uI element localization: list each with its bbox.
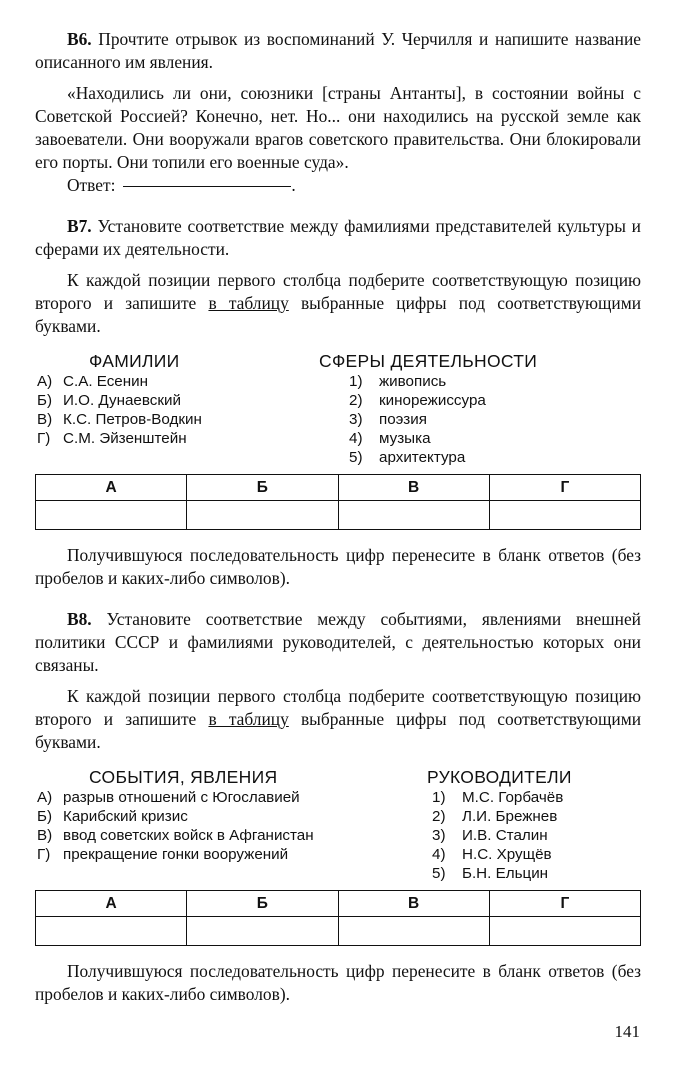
b8-answer-cell[interactable] [187,917,338,946]
b6-label: В6. [67,29,92,49]
b7-instr-after: выбранные цифры под соответствующими буквами. [35,293,642,336]
b8-outro: Получившуюся последовательность цифр перенесите в бланк ответов (без пробелов и каких-либо символов). [35,961,641,1004]
b8-table-header: А [36,891,187,917]
b6-answer: Ответ: . [67,175,296,195]
b7-right-item: поэзия [379,411,427,428]
b7-left-item: К.С. Петров-Водкин [63,411,202,428]
b8-table-header: Б [187,891,338,917]
b8-left-key: Г) [37,846,51,863]
b8-left-key: В) [37,827,53,844]
b7-answer-cell[interactable] [36,501,187,530]
b8-left-item: разрыв отношений с Югославией [63,789,300,806]
b7-right-key: 4) [349,430,363,447]
b7-instr-table-link: в таблицу [208,293,289,313]
b8-columns [35,768,641,882]
b8-answer-table [35,890,641,946]
b7-left-key: Г) [37,430,51,447]
b7-right-column [319,352,537,467]
b7-right-key: 1) [349,373,363,390]
page-number: 141 [614,1022,640,1041]
b8-right-key: 1) [432,789,446,806]
b8-left-item: ввод советских войск в Афганистан [63,827,314,844]
b7-label: В7. [67,216,92,236]
b8-right-key: 2) [432,808,446,825]
b8-right-item: Б.Н. Ельцин [462,865,549,882]
b7-answer-table [35,474,641,530]
b7-left-column [37,352,202,448]
b7-answer-cell[interactable] [489,501,640,530]
b7-right-item: архитектура [379,449,466,466]
b8-right-key: 5) [432,865,446,882]
b8-table-header: Г [489,891,640,917]
b8-right-item: М.С. Горбачёв [462,789,564,806]
b7-right-key: 2) [349,392,363,409]
b7-left-key: В) [37,411,53,428]
b8-intro-text: Установите соответствие между событиями, явлениями внешней политики СССР и фамилиями руководителей, с деятельностью которых они связаны. [35,609,641,675]
b8-instructions [35,685,641,754]
b8-left-item: Карибский кризис [63,808,188,825]
b8-right-item: И.В. Сталин [462,827,548,844]
b7-left-item: И.О. Дунаевский [63,392,181,409]
b6-intro [35,28,641,74]
b7-instructions [35,269,641,338]
b8-right-key: 3) [432,827,446,844]
b7-table-header: Б [187,475,338,501]
b7-answer-cell[interactable] [187,501,338,530]
b6-answer-label: Ответ: [67,175,116,195]
b8-right-item: Л.И. Брежнев [462,808,558,825]
b7-left-item: С.А. Есенин [63,373,149,390]
b7-intro-text: Установите соответствие между фамилиями представителей культуры и сферами их деятельности. [35,216,641,259]
b7-instr-before: К каждой позиции первого столбца подберите соответствующую позицию второго и запишите [35,270,641,313]
b7-table-header: А [36,475,187,501]
b7-right-key: 5) [349,449,363,466]
b8-label: В8. [67,609,92,629]
b7-left-key: А) [37,373,53,390]
b7-answer-cell[interactable] [338,501,489,530]
b7-right-item: живопись [379,373,447,390]
b6-quote: «Находились ли они, союзники [страны Антанты], в состоянии войны с Советской Россией? Конечно, нет. Но... они находились на русской земле как завоеватели. Они вооружали врагов советского правительства. Они блокировали его порты. Они топили его военные суда». [35,83,641,172]
b6-intro-text: Прочтите отрывок из воспоминаний У. Черчилля и напишите название описанного им явления. [35,29,641,72]
page-body [35,28,641,1006]
b7-table-header: Г [489,475,640,501]
b8-right-key: 4) [432,846,446,863]
b8-instr-after: выбранные цифры под соответствующими буквами. [35,709,642,752]
b8-right-header: РУКОВОДИТЕЛИ [427,767,572,787]
b7-left-item: С.М. Эйзенштейн [63,430,187,447]
b7-right-key: 3) [349,411,363,428]
b7-right-item: музыка [379,430,431,447]
b7-right-item: кинорежиссура [379,392,486,409]
b7-outro: Получившуюся последовательность цифр перенесите в бланк ответов (без пробелов и каких-либо символов). [35,545,641,588]
b7-columns [35,352,641,466]
b8-left-item: прекращение гонки вооружений [63,846,289,863]
b8-answer-cell[interactable] [338,917,489,946]
b6-answer-line[interactable] [123,186,291,187]
b8-table-header: В [338,891,489,917]
b8-intro [35,608,641,677]
b8-instr-table-link: в таблицу [208,709,289,729]
b8-left-column [37,768,314,864]
b8-answer-cell[interactable] [489,917,640,946]
b8-right-item: Н.С. Хрущёв [462,846,552,863]
b7-right-header: СФЕРЫ ДЕЯТЕЛЬНОСТИ [319,351,538,371]
b8-instr-before: К каждой позиции первого столбца подберите соответствующую позицию второго и запишите [35,686,641,729]
b7-left-header: ФАМИЛИИ [89,351,180,371]
b8-left-key: Б) [37,808,53,825]
b7-intro [35,215,641,261]
b8-left-key: А) [37,789,53,806]
b7-left-key: Б) [37,392,53,409]
b8-answer-cell[interactable] [36,917,187,946]
b8-left-header: СОБЫТИЯ, ЯВЛЕНИЯ [89,767,278,787]
b7-table-header: В [338,475,489,501]
b8-right-column [427,768,572,883]
